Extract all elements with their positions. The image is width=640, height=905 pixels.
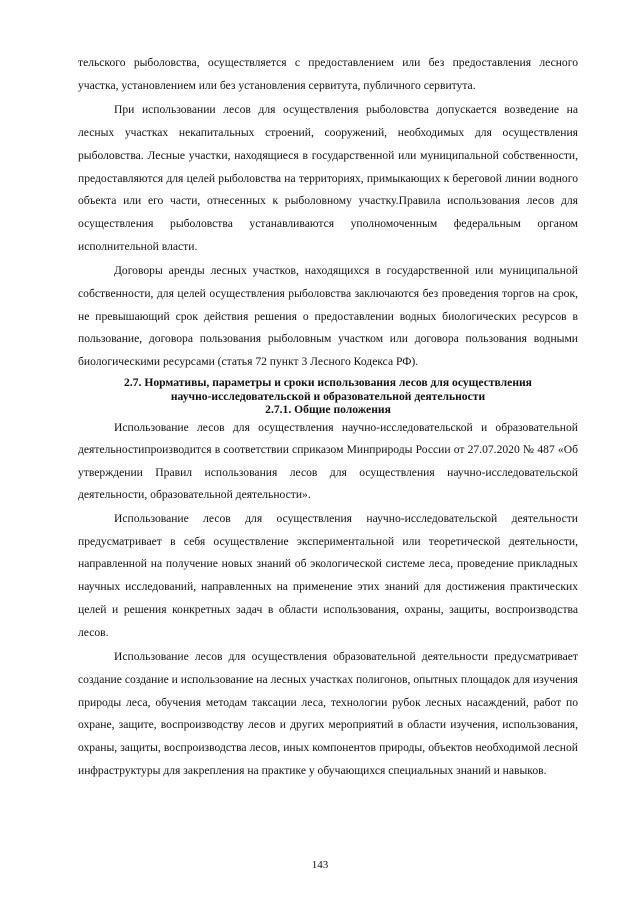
- paragraph-fishing-structures: При использовании лесов для осуществления рыболовства допускается возведение на лесных участках некапитальных строений, сооружений, необходимых для осуществления рыболовства. Лесные участки, находящиеся в государственной или муниципальной собственности, предоставляются для целей рыболовства на территориях, примыкающих к береговой линии водного объекта или его части, отнесенных к рыболовному участку.Правила использования лесов для осуществления рыболовства устанавливаются уполномоченным федеральным органом исполнительной власти.: [78, 103, 578, 253]
- section-heading: [78, 376, 578, 417]
- paragraph-research-order: Использование лесов для осуществления научно-исследовательской и образовательной деятельностипроизводится в соответствии сприказом Минприроды России от 27.07.2020 № 487 «Об утверждении Правил использования лесов для осуществления научно-исследовательской деятельности, образовательной деятельности».: [78, 421, 578, 501]
- page-number: 143: [311, 859, 329, 871]
- subsection-title: 2.7.1. Общие положения: [265, 403, 391, 417]
- paragraph-research-activity: Использование лесов для осуществления научно-исследовательской деятельности предусматривает в себя осуществление экспериментальной или теоретической деятельности, направленной на получение новых знаний об экологической системе леса, проведение прикладных научных исследований, направленных на применение этих знаний для достижения практических целей и решения конкретных задач в области использования, охраны, защиты, воспроизводства лесов.: [78, 512, 578, 639]
- section-title-line-1: 2.7. Нормативы, параметры и сроки использования лесов для осуществления: [124, 375, 532, 389]
- paragraph-lease-agreements: Договоры аренды лесных участков, находящихся в государственной или муниципальной собственности, для целей осуществления рыболовства заключаются без проведения торгов на срок, не превышающий срок действия решения о предоставлении водных биологических ресурсов в пользование, договора пользования рыболовным участком или договора пользования водными биологическими ресурсами (статья 72 пункт 3 Лесного Кодекса РФ).: [78, 264, 578, 369]
- paragraph-continuation: тельского рыболовства, осуществляется с предоставлением или без предоставления лесного участка, установлением или без установления сервитута, публичного сервитута.: [78, 56, 578, 92]
- document-page: [78, 52, 578, 784]
- section-title-line-2: научно-исследовательской и образовательной деятельности: [170, 389, 486, 403]
- paragraph-educational-activity: Использование лесов для осуществления образовательной деятельности предусматривает создание создание и использование на лесных участках полигонов, опытных площадок для изучения природы леса, обучения методам таксации леса, технологии рубок лесных насаждений, работ по охране, защите, воспроизводству лесов и других мероприятий в области изучения, использования, охраны, защиты, воспроизводства лесов, иных компонентов природы, объектов необходимой лесной инфраструктуры для закрепления на практике у обучающихся специальных знаний и навыков.: [78, 650, 578, 777]
